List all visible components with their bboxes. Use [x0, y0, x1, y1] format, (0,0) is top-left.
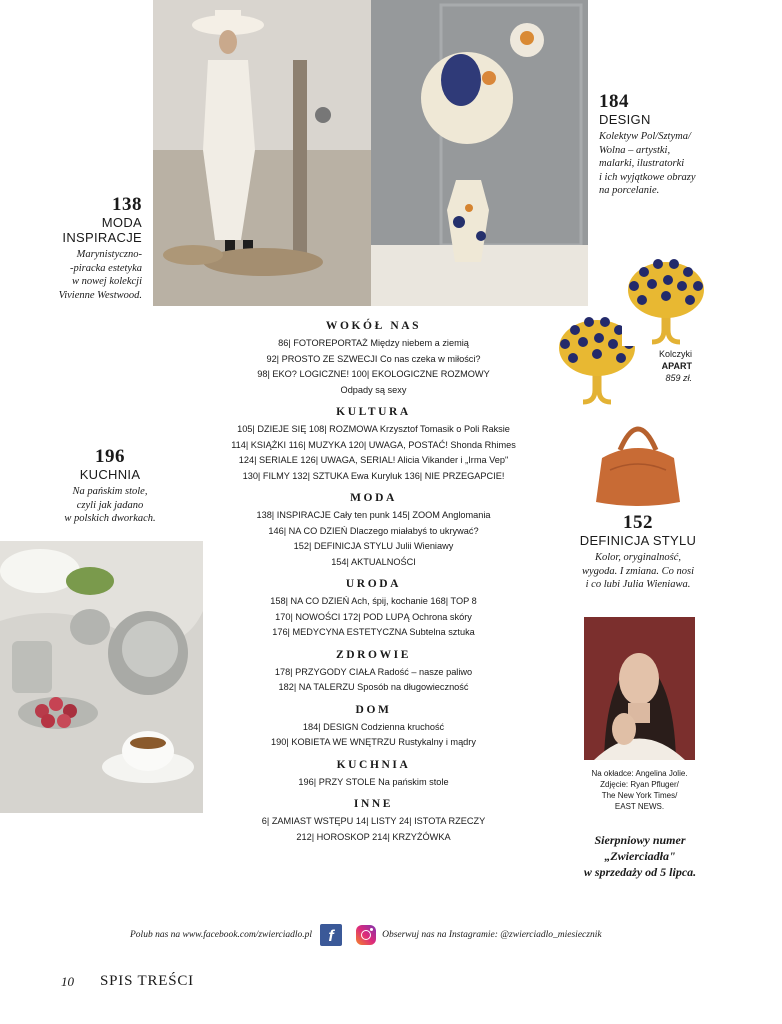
feature-number: 184: [599, 91, 629, 112]
toc-entry[interactable]: 178| PRZYGODY CIAŁA Radość – nasze paliwo: [274, 666, 473, 677]
toc-entry[interactable]: 105| DZIEJE SIĘ 108| ROZMOWA Krzysztof Tomasik o Poli Raksie: [237, 424, 510, 434]
credit-line: Zdjęcie: Ryan Pfluger/: [600, 780, 679, 789]
toc-entry[interactable]: 158| NA CO DZIEŃ Ach, śpij, kochanie 168| TOP 8: [270, 596, 477, 606]
description-line: Vivienne Westwood.: [58, 289, 142, 301]
description-line: Marynistyczno-: [76, 249, 142, 260]
facebook-text[interactable]: Polub nas na www.facebook.com/zwierciadlo.pl: [130, 930, 313, 940]
feature-category: DEFINICJA STYLU: [579, 533, 697, 548]
issue-line: Sierpniowy numer: [594, 833, 686, 847]
instagram-text[interactable]: Obserwuj nas na Instagramie: @zwierciadlo_miesiecznik: [382, 930, 602, 940]
description-line: Kolektyw Pol/Sztyma/: [599, 131, 691, 142]
instagram-icon[interactable]: [356, 925, 376, 945]
toc-section-title: DOM: [355, 703, 392, 716]
earrings-caption: [622, 348, 692, 384]
toc-entry[interactable]: Odpady są sexy: [340, 384, 407, 395]
handbag-photo: [592, 410, 684, 510]
social-bar: [130, 924, 602, 946]
toc-section: [212, 647, 535, 696]
toc-section-title: INNE: [353, 798, 394, 810]
toc-entry[interactable]: 196| PRZY STOLE Na pańskim stole: [298, 776, 449, 787]
toc-entry[interactable]: 92| PROSTO ZE SZWECJI Co nas czeka w miłości?: [266, 353, 481, 364]
description-line: i co lubi Julia Wieniawa.: [585, 579, 691, 590]
issue-line: „Zwierciadła": [604, 849, 676, 863]
earrings-photo-right: [622, 252, 714, 346]
feature-description: [30, 248, 142, 302]
toc-section-title: URODA: [345, 578, 402, 590]
description-line: Wolna – artystki,: [599, 144, 671, 156]
toc-section: [212, 757, 535, 791]
toc-entry[interactable]: 182| NA TALERZU Sposób na długowieczność: [278, 682, 469, 692]
toc-entry[interactable]: 130| FILMY 132| SZTUKA Ewa Kuryluk 136| NIE PRZEGAPCIE!: [242, 470, 505, 481]
description-line: na porcelanie.: [599, 185, 660, 196]
toc-entry[interactable]: 176| MEDYCYNA ESTETYCZNA Subtelna sztuka: [272, 627, 475, 637]
next-issue-note: [560, 832, 720, 880]
feature-number: 152: [623, 512, 653, 533]
toc-section-title: WOKÓŁ NAS: [325, 320, 422, 332]
description-line: w polskich dworkach.: [64, 513, 156, 524]
toc-entry[interactable]: 146| NA CO DZIEŃ Dlaczego miałabyś to ukrywać?: [268, 525, 479, 536]
porcelain-photo: [371, 0, 588, 306]
toc-entry[interactable]: 190| KOBIETA WE WNĘTRZU Rustykalny i mądry: [271, 737, 476, 747]
toc-entry[interactable]: 152| DEFINICJA STYLU Julii Wieniawy: [293, 541, 454, 551]
toc-section: [212, 404, 535, 484]
description-line: czyli jak jadano: [76, 499, 144, 511]
feature-category: INSPIRACJE: [62, 230, 142, 245]
feature-description: [548, 551, 728, 592]
toc-entry[interactable]: 98| EKO? LOGICZNE! 100| EKOLOGICZNE ROZMOWY: [257, 369, 490, 379]
credit-line: Na okładce: Angelina Jolie.: [591, 769, 688, 778]
page-number: 10: [61, 974, 74, 989]
toc-section: [212, 490, 535, 570]
description-line: Na pańskim stole,: [72, 486, 148, 497]
toc-section-title: MODA: [350, 492, 397, 504]
feature-kuchnia: [20, 447, 200, 526]
toc-section-title: KULTURA: [336, 406, 411, 418]
toc-section-title: ZDROWIE: [335, 648, 412, 661]
toc-entry[interactable]: 138| INSPIRACJE Cały ten punk 145| ZOOM Anglomania: [256, 510, 491, 520]
toc-entry[interactable]: 114| KSIĄŻKI 116| MUZYKA 120| UWAGA, POSTAĆ! Shonda Rhimes: [231, 439, 516, 450]
description-line: i ich wyjątkowe obrazy: [599, 171, 696, 183]
toc-entry[interactable]: 154| AKTUALNOŚCI: [331, 556, 416, 567]
feature-design: [599, 92, 749, 198]
feature-number: 138: [112, 194, 142, 215]
credit-line: EAST NEWS.: [614, 802, 665, 811]
cover-credit: [572, 768, 707, 812]
toc-section: [212, 796, 535, 845]
toc-entry[interactable]: 170| NOWOŚCI 172| POD LUPĄ Ochrona skóry: [275, 611, 472, 622]
cover-photo: [584, 617, 695, 760]
toc-section: [212, 318, 535, 398]
toc-section: [212, 576, 535, 641]
toc-entry[interactable]: 124| SERIALE 126| UWAGA, SERIAL! Alicia Vikander i „Irma Vep": [238, 455, 509, 465]
toc-section-title: KUCHNIA: [336, 758, 411, 771]
feature-category: MODA: [101, 215, 142, 230]
feature-description: [20, 485, 200, 526]
credit-line: The New York Times/: [601, 791, 678, 800]
table-setting-photo: [0, 541, 203, 813]
description-line: wygoda. I zmiana. Co nosi: [581, 565, 694, 577]
toc-section: [212, 702, 535, 751]
description-line: w nowej kolekcji: [72, 276, 142, 287]
description-line: Kolor, oryginalność,: [594, 552, 682, 563]
feature-category: DESIGN: [599, 112, 651, 127]
toc-entry[interactable]: 86| FOTOREPORTAŻ Między niebem a ziemią: [278, 338, 469, 348]
page-title: SPIS TREŚCI: [100, 973, 194, 989]
earrings-brand: APART: [661, 361, 692, 371]
feature-moda: [30, 195, 142, 302]
description-line: -piracka estetyka: [69, 262, 142, 274]
toc-entry[interactable]: 6| ZAMIAST WSTĘPU 14| LISTY 24| ISTOTA RZECZY: [261, 816, 486, 826]
feature-category: KUCHNIA: [79, 467, 141, 482]
table-of-contents: [212, 318, 535, 851]
toc-entry[interactable]: 184| DESIGN Codzienna kruchość: [302, 721, 445, 732]
feature-description: [599, 130, 749, 198]
feature-definicja-stylu: [548, 513, 728, 592]
earrings-label: Kolczyki: [658, 349, 692, 359]
facebook-icon[interactable]: f: [320, 924, 342, 946]
earrings-price: 859 zł.: [665, 373, 692, 383]
fashion-photo: [153, 0, 371, 306]
description-line: malarki, ilustratorki: [599, 158, 685, 169]
issue-line: w sprzedaży od 5 lipca.: [583, 865, 697, 879]
feature-number: 196: [95, 446, 125, 467]
toc-entry[interactable]: 212| HOROSKOP 214| KRZYŻÓWKA: [296, 831, 451, 842]
